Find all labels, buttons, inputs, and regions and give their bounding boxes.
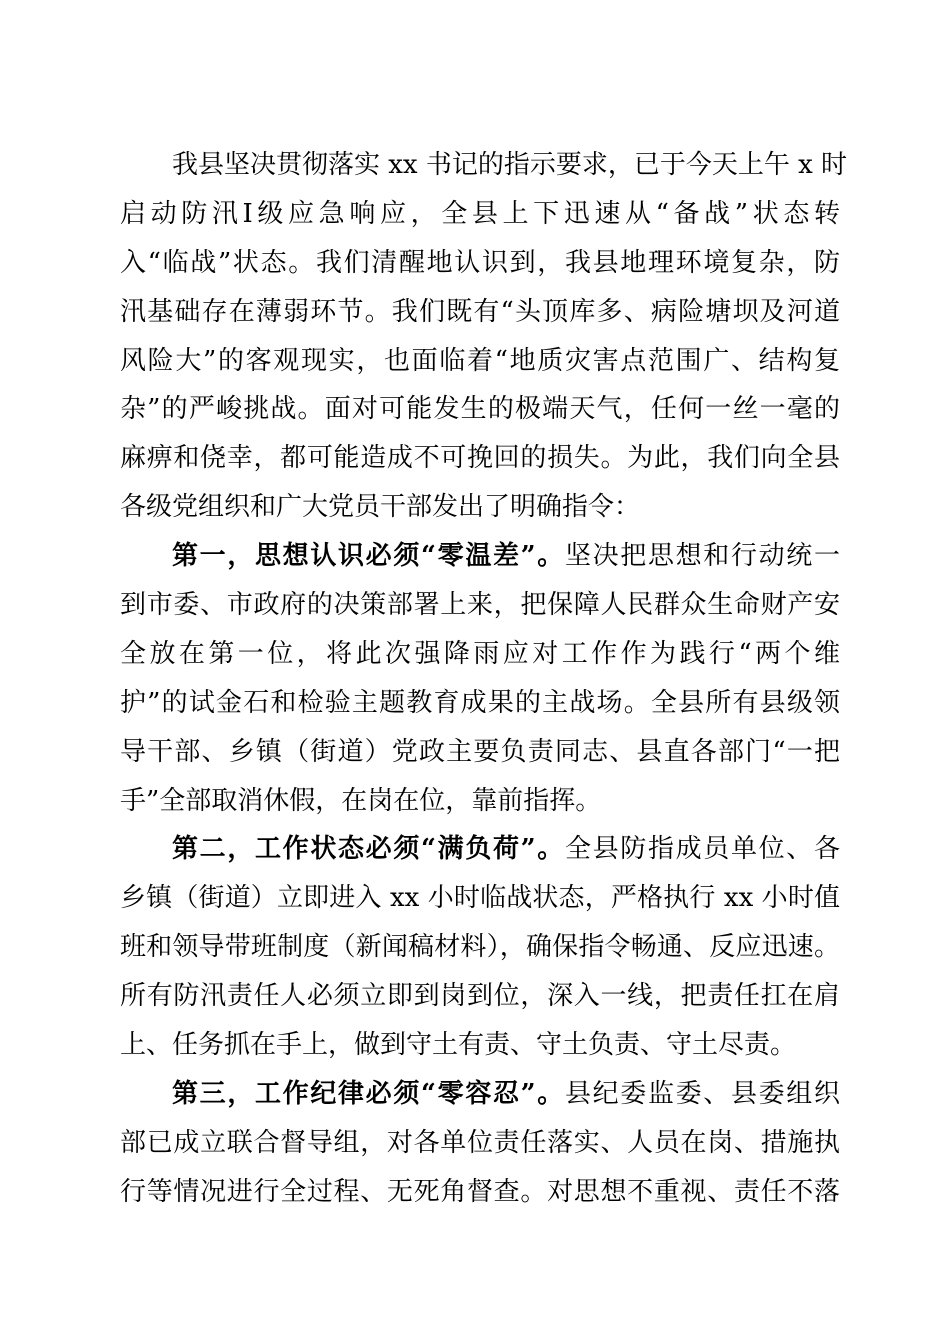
point1-line-2: 到市委、市政府的决策部署上来，把保障人民群众生命财产安 <box>120 590 840 621</box>
document-body <box>120 141 848 1217</box>
point3-line-1 <box>120 1070 840 1119</box>
intro-line-7: 麻痹和侥幸，都可能造成不可挽回的损失。为此，我们向全县 <box>120 443 840 474</box>
point1-line-1 <box>120 532 840 581</box>
point2-line-3: 班和领导带班制度（新闻稿材料），确保指令畅通、反应迅速。 <box>120 932 840 963</box>
point2-line-4: 所有防汛责任人必须立即到岗到位，深入一线，把责任扛在肩 <box>120 981 840 1012</box>
point1-line-3: 全放在第一位，将此次强降雨应对工作作为践行“两个维 <box>120 638 840 669</box>
intro-line-5: 风险大”的客观现实，也面临着“地质灾害点范围广、结构复 <box>120 345 840 376</box>
intro-line-6: 杂”的严峻挑战。面对可能发生的极端天气，任何一丝一毫的 <box>120 394 840 425</box>
point3-first-rest: 县纪委监委、县委组织 <box>564 1078 840 1109</box>
point3-line-2: 部已成立联合督导组，对各单位责任落实、人员在岗、措施执 <box>120 1127 840 1158</box>
point3-lead: 第三，工作纪律必须“零容忍”。 <box>172 1078 565 1109</box>
point2-line-5: 上、任务抓在手上，做到守土有责、守土负责、守土尽责。 <box>120 1030 797 1061</box>
point2-first-rest: 全县防指成员单位、各 <box>564 834 840 865</box>
point1-line-4: 护”的试金石和检验主题教育成果的主战场。全县所有县级领 <box>120 687 840 718</box>
intro-line-1: 我县坚决贯彻落实 xx 书记的指示要求，已于今天上午 x 时 <box>172 150 848 180</box>
point2-line-1 <box>120 825 840 874</box>
point3-line-3: 行等情况进行全过程、无死角督查。对思想不重视、责任不落 <box>120 1176 840 1207</box>
point1-line-6: 手”全部取消休假，在岗在位，靠前指挥。 <box>120 785 602 816</box>
point2-line-2: 乡镇（街道）立即进入 xx 小时临战状态，严格执行 xx 小时值 <box>120 883 840 914</box>
intro-line-8: 各级党组织和广大党员干部发出了明确指令： <box>120 492 641 523</box>
point2-lead: 第二，工作状态必须“满负荷”。 <box>172 834 565 865</box>
point1-first-rest: 坚决把思想和行动统一 <box>564 541 840 572</box>
intro-line-4: 汛基础存在薄弱环节。我们既有“头顶库多、病险塘坝及河道 <box>120 296 840 327</box>
intro-line-2: 启动防汛Ⅰ级应急响应，全县上下迅速从“备战”状态转 <box>120 198 840 229</box>
point1-line-5: 导干部、乡镇（街道）党政主要负责同志、县直各部门“一把 <box>120 736 840 767</box>
point1-lead: 第一，思想认识必须“零温差”。 <box>172 541 565 572</box>
intro-line-3: 入“临战”状态。我们清醒地认识到，我县地理环境复杂，防 <box>120 247 840 278</box>
